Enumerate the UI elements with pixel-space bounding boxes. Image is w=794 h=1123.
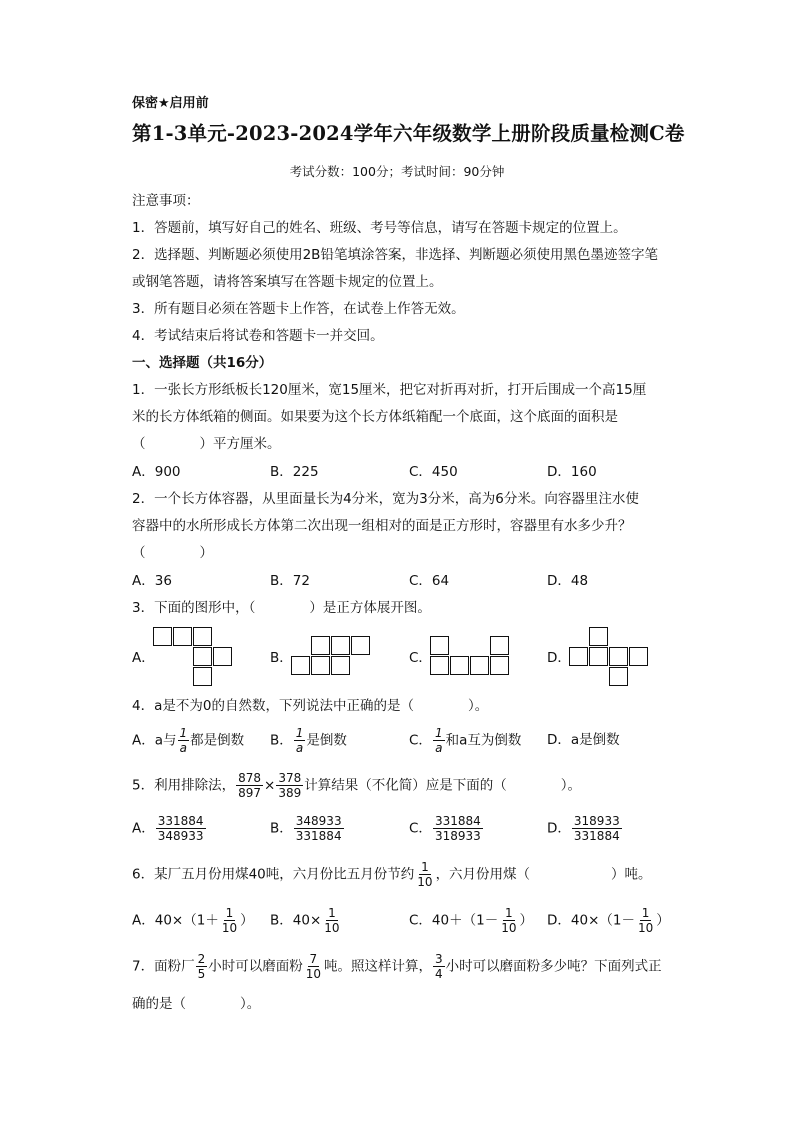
option-label: A． bbox=[132, 820, 155, 837]
q4-option-b[interactable] bbox=[270, 726, 347, 755]
option-post: ） bbox=[656, 912, 670, 929]
note-item: 4．考试结束后将试卷和答题卡一并交回。 bbox=[132, 328, 384, 344]
exam-title: 第1-3单元-2023-2024学年六年级数学上册阶段质量检测C卷 bbox=[132, 122, 685, 145]
question-2-text: （ ） bbox=[132, 545, 213, 561]
q6-option-d[interactable] bbox=[547, 906, 670, 935]
confidential-label: 保密★启用前 bbox=[132, 96, 209, 111]
option-pre: A．40×（1＋ bbox=[132, 912, 219, 929]
fraction: $\frac{1}{a}$ bbox=[295, 726, 304, 755]
q7-post: 小时可以磨面粉多少吨？下面列式正 bbox=[445, 958, 662, 975]
note-item: 1．答题前，填写好自己的姓名、班级、考号等信息，请写在答题卡规定的位置上。 bbox=[132, 220, 627, 236]
question-7-text bbox=[132, 952, 662, 981]
option-pre: D．40×（1－ bbox=[547, 912, 635, 929]
question-4-text: 4．a是不为0的自然数，下列说法中正确的是（ ）。 bbox=[132, 698, 489, 714]
q6-option-c[interactable] bbox=[409, 906, 533, 935]
q6-post: ，六月份用煤（ ）吨。 bbox=[435, 866, 652, 883]
fraction: $\frac{331884}{318933}$ bbox=[434, 814, 481, 843]
fraction: $\frac{378}{389}$ bbox=[278, 771, 302, 800]
q1-option-c[interactable]: C．450 bbox=[409, 464, 458, 480]
option-label: B． bbox=[270, 820, 293, 837]
fraction: $\frac{878}{897}$ bbox=[238, 771, 261, 800]
note-item: 或钢笔答题，请将答案填写在答题卡规定的位置上。 bbox=[132, 274, 443, 290]
fraction: $\frac{1}{a}$ bbox=[434, 726, 443, 755]
question-7-text: 确的是（ ）。 bbox=[132, 996, 261, 1012]
fraction: $\frac{2}{5}$ bbox=[197, 952, 206, 981]
question-3-text: 3．下面的图形中，（ ）是正方体展开图。 bbox=[132, 600, 431, 616]
q3-option-b[interactable]: B． bbox=[270, 650, 293, 666]
fraction: $\frac{3}{4}$ bbox=[435, 952, 443, 981]
q6-pre: 6．某厂五月份用煤40吨，六月份比五月份节约 bbox=[132, 866, 415, 883]
q1-option-a[interactable]: A．900 bbox=[132, 464, 181, 480]
question-1-text: 米的长方体纸箱的侧面。如果要为这个长方体纸箱配一个底面，这个底面的面积是 bbox=[132, 409, 618, 425]
q1-option-d[interactable]: D．160 bbox=[547, 464, 597, 480]
option-label: D． bbox=[547, 820, 571, 837]
q2-option-a[interactable]: A．36 bbox=[132, 573, 172, 589]
exam-subtitle: 考试分数：100分；考试时间：90分钟 bbox=[289, 164, 505, 179]
question-2-text: 2．一个长方体容器，从里面量长为4分米，宽为3分米，高为6分米。向容器里注水使 bbox=[132, 491, 639, 507]
q6-option-a[interactable] bbox=[132, 906, 254, 935]
fraction: $\frac{348933}{331884}$ bbox=[295, 814, 342, 843]
q7-pre: 7．面粉厂 bbox=[132, 958, 195, 975]
question-5-text bbox=[132, 771, 581, 800]
q6-option-b[interactable] bbox=[270, 906, 343, 935]
q5-option-d[interactable] bbox=[547, 814, 623, 843]
fraction: $\frac{1}{a}$ bbox=[179, 726, 188, 755]
note-item: 2．选择题、判断题必须使用2B铅笔填涂答案，非选择、判断题必须使用黑色墨迹签字笔 bbox=[132, 247, 658, 263]
q4-option-c-post: 和a互为倒数 bbox=[445, 732, 522, 749]
fraction: $\frac{1}{10}$ bbox=[501, 906, 517, 935]
fraction: $\frac{331884}{348933}$ bbox=[157, 814, 204, 843]
times-sign: × bbox=[264, 777, 276, 794]
q4-option-a[interactable] bbox=[132, 726, 244, 755]
q2-option-c[interactable]: C．64 bbox=[409, 573, 450, 589]
q2-option-d[interactable]: D．48 bbox=[547, 573, 589, 589]
fraction: $\frac{318933}{331884}$ bbox=[573, 814, 620, 843]
q4-option-b-pre: B． bbox=[270, 732, 293, 749]
q5-option-c[interactable] bbox=[409, 814, 484, 843]
q4-option-b-post: 是倒数 bbox=[306, 732, 347, 749]
question-6-text bbox=[132, 860, 652, 889]
fraction: $\frac{1}{10}$ bbox=[221, 906, 238, 935]
option-label: C． bbox=[409, 820, 432, 837]
q2-option-b[interactable]: B．72 bbox=[270, 573, 310, 589]
q3-option-d[interactable]: D． bbox=[547, 650, 571, 666]
q7-mid: 吨。照这样计算， bbox=[324, 958, 433, 975]
notes-heading: 注意事项： bbox=[132, 193, 200, 209]
q7-mid: 小时可以磨面粉 bbox=[208, 958, 303, 975]
q4-option-c[interactable] bbox=[409, 726, 521, 755]
q4-option-a-post: 都是倒数 bbox=[190, 732, 245, 749]
section-heading: 一、选择题（共16分） bbox=[132, 355, 273, 371]
q4-option-d[interactable]: D．a是倒数 bbox=[547, 732, 620, 748]
q3-option-a[interactable]: A． bbox=[132, 650, 155, 666]
option-pre: B．40× bbox=[270, 912, 322, 929]
q1-option-b[interactable]: B．225 bbox=[270, 464, 319, 480]
q5-pre: 5．利用排除法， bbox=[132, 777, 236, 794]
fraction: $\frac{1}{10}$ bbox=[324, 906, 340, 935]
q4-option-a-pre: A．a与 bbox=[132, 732, 177, 749]
question-1-text: （ ）平方厘米。 bbox=[132, 436, 281, 452]
q5-post: 计算结果（不化简）应是下面的（ ）。 bbox=[304, 777, 581, 794]
fraction: $\frac{1}{10}$ bbox=[417, 860, 433, 889]
q3-option-c[interactable]: C． bbox=[409, 650, 432, 666]
question-2-text: 容器中的水所形成长方体第二次出现一组相对的面是正方形时，容器里有水多少升？ bbox=[132, 518, 632, 534]
q5-option-b[interactable] bbox=[270, 814, 345, 843]
fraction: $\frac{7}{10}$ bbox=[305, 952, 322, 981]
option-post: ） bbox=[519, 912, 533, 929]
note-item: 3．所有题目必须在答题卡上作答，在试卷上作答无效。 bbox=[132, 301, 465, 317]
option-pre: C．40＋（1－ bbox=[409, 912, 499, 929]
fraction: $\frac{1}{10}$ bbox=[637, 906, 654, 935]
option-post: ） bbox=[240, 912, 254, 929]
question-1-text: 1．一张长方形纸板长120厘米，宽15厘米，把它对折再对折，打开后围成一个高15厘 bbox=[132, 382, 647, 398]
q4-option-c-pre: C． bbox=[409, 732, 432, 749]
q5-option-a[interactable] bbox=[132, 814, 207, 843]
